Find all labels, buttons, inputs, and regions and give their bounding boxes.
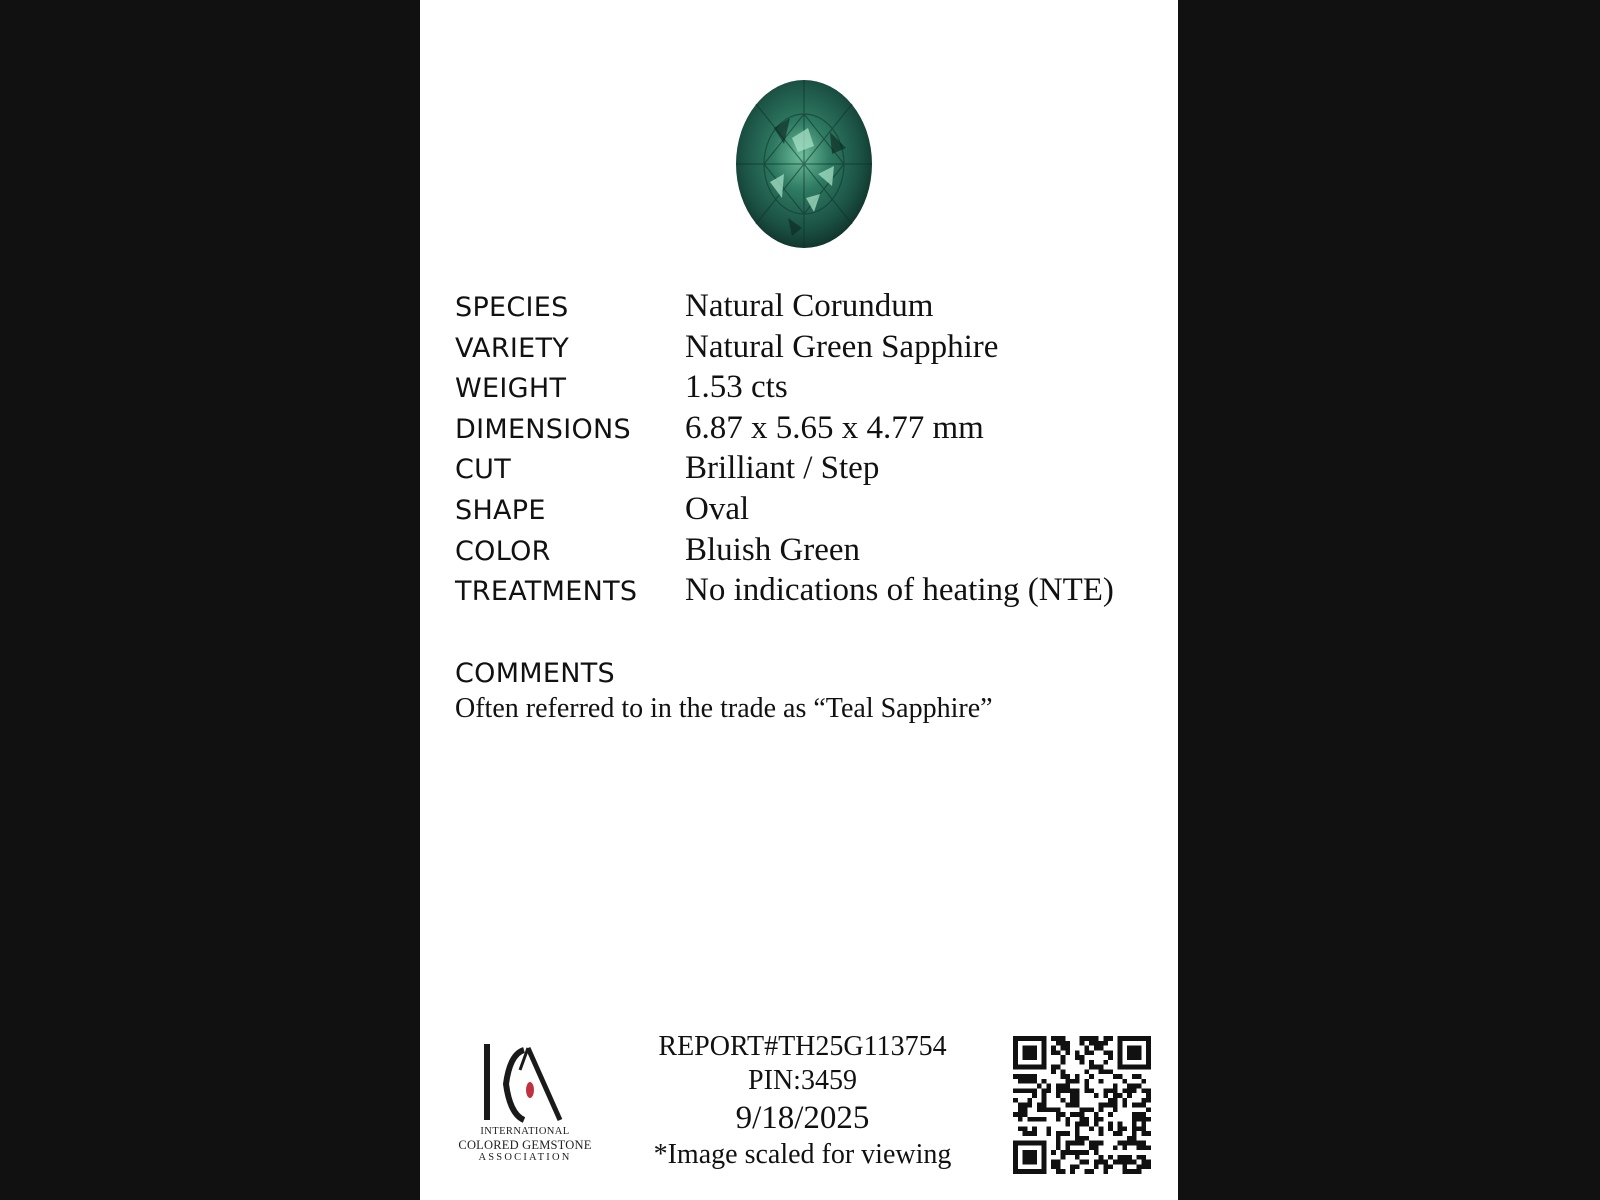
detail-row-color bbox=[455, 532, 1165, 573]
logo-line-association: ASSOCIATION bbox=[478, 1152, 572, 1163]
detail-row-weight bbox=[455, 369, 1165, 410]
report-number: REPORT#TH25G113754 bbox=[658, 1031, 947, 1062]
detail-value: 1.53 cts bbox=[685, 369, 788, 406]
detail-label: SPECIES bbox=[455, 292, 569, 323]
detail-value: 6.87 x 5.65 x 4.77 mm bbox=[685, 409, 984, 446]
report-date: 9/18/2025 bbox=[735, 1100, 870, 1136]
detail-row-treatments bbox=[455, 572, 1165, 613]
detail-label: COLOR bbox=[455, 535, 551, 567]
image-scale-note: *Image scaled for viewing bbox=[653, 1139, 952, 1170]
detail-value: Oval bbox=[685, 490, 750, 527]
detail-row-shape bbox=[455, 491, 1165, 532]
report-pin: PIN:3459 bbox=[748, 1065, 857, 1096]
detail-value: No indications of heating (NTE) bbox=[685, 572, 1114, 609]
detail-label: DIMENSIONS bbox=[455, 413, 631, 445]
logo-line-colored-gemstone: COLORED GEMSTONE bbox=[458, 1138, 592, 1152]
comments-heading: COMMENTS bbox=[455, 658, 615, 689]
detail-value: Brilliant / Step bbox=[685, 450, 880, 487]
comments-text: Often referred to in the trade as “Teal Sapphire” bbox=[455, 693, 993, 724]
icga-logo-icon bbox=[450, 1040, 600, 1165]
qr-code-icon[interactable] bbox=[1013, 1036, 1151, 1174]
detail-row-dimensions bbox=[455, 410, 1165, 451]
logo-line-international: INTERNATIONAL bbox=[480, 1126, 570, 1137]
detail-label: SHAPE bbox=[455, 494, 546, 526]
gemstone-details-list bbox=[455, 288, 1165, 613]
detail-value: Natural Corundum bbox=[685, 288, 934, 324]
detail-label: TREATMENTS bbox=[455, 576, 638, 608]
gemstone-photo-icon bbox=[734, 78, 874, 250]
detail-label: VARIETY bbox=[455, 332, 570, 364]
comments-section bbox=[455, 656, 1155, 726]
report-info bbox=[620, 1030, 985, 1172]
detail-value: Bluish Green bbox=[685, 531, 861, 568]
detail-row-variety bbox=[455, 329, 1165, 370]
detail-label: WEIGHT bbox=[455, 373, 567, 405]
detail-label: CUT bbox=[455, 454, 512, 486]
detail-row-cut bbox=[455, 450, 1165, 491]
detail-value: Natural Green Sapphire bbox=[685, 328, 999, 365]
detail-row-species bbox=[455, 288, 1165, 329]
